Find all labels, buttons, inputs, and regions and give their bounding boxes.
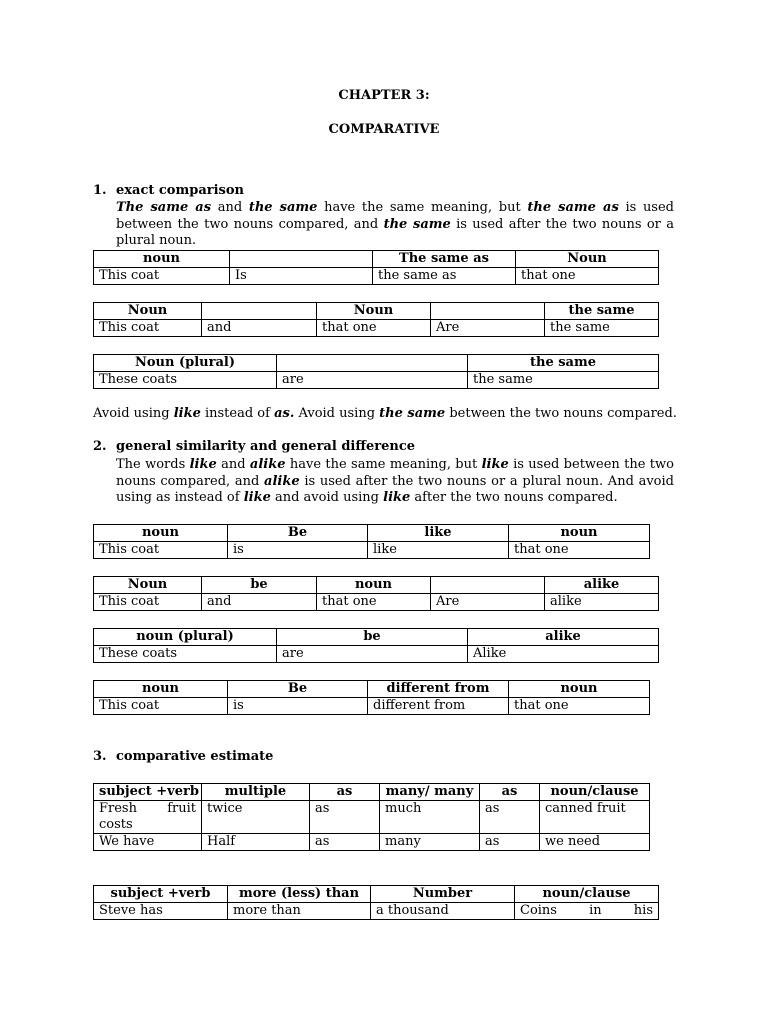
table-cell: that one <box>509 542 650 559</box>
table-9 <box>93 885 659 920</box>
table-header-row <box>94 886 659 903</box>
column-header: be <box>277 629 468 646</box>
table-header-row <box>94 629 659 646</box>
column-header: more (less) than <box>228 886 371 903</box>
column-header: The same as <box>373 251 516 268</box>
emphasis-term: the same <box>379 406 446 421</box>
column-header: noun <box>509 681 650 698</box>
column-header: different from <box>368 681 509 698</box>
column-header: Noun <box>94 577 202 594</box>
page-title: COMPARATIVE <box>328 122 440 137</box>
table-cell: This coat <box>94 594 202 611</box>
column-header: alike <box>468 629 659 646</box>
emphasis-term: like <box>481 457 509 472</box>
table-header-row <box>94 303 659 320</box>
section-2-heading <box>93 439 415 455</box>
section-title: comparative estimate <box>116 749 274 764</box>
table-row <box>94 542 650 559</box>
text-run <box>250 457 286 472</box>
table-header-row <box>94 681 650 698</box>
text-run <box>379 406 445 421</box>
table-4 <box>93 524 650 559</box>
text-run: between the two nouns compared. <box>445 406 677 421</box>
column-header <box>431 577 545 594</box>
text-run <box>249 200 318 215</box>
section-title: exact comparison <box>116 183 244 198</box>
table-cell: that one <box>317 594 431 611</box>
table-cell: as <box>480 834 540 851</box>
text-run <box>527 200 618 215</box>
column-header: noun (plural) <box>94 629 277 646</box>
emphasis-term: like <box>243 490 271 505</box>
column-header <box>202 303 317 320</box>
column-header: Number <box>371 886 515 903</box>
emphasis-term: alike <box>249 457 286 472</box>
table-row <box>94 372 659 389</box>
table-row <box>94 801 650 834</box>
column-header: noun/clause <box>540 784 650 801</box>
table-cell: Half <box>202 834 310 851</box>
table-cell: and <box>202 594 317 611</box>
table-cell: These coats <box>94 646 277 663</box>
text-run <box>264 474 300 489</box>
table-cell: alike <box>545 594 659 611</box>
column-header: subject +verb <box>94 784 202 801</box>
section-2-paragraph <box>116 457 674 507</box>
text-run: and avoid using <box>270 490 384 505</box>
section-number: 2. <box>93 439 107 454</box>
table-cell: like <box>368 542 509 559</box>
emphasis-term: The same as <box>116 200 212 215</box>
emphasis-term: as. <box>274 406 295 421</box>
text-run: is used between the two nouns compared, and <box>116 457 674 489</box>
table-cell: we need <box>540 834 650 851</box>
table-cell: is <box>228 698 368 715</box>
table-cell: Alike <box>468 646 659 663</box>
table-cell: and <box>202 320 317 337</box>
emphasis-term: alike <box>264 473 300 489</box>
table-cell: This coat <box>94 268 230 285</box>
emphasis-term: the same as <box>527 200 619 215</box>
column-header <box>277 355 468 372</box>
table-cell: This coat <box>94 698 228 715</box>
table-row <box>94 320 659 337</box>
column-header: as <box>480 784 540 801</box>
chapter-label: CHAPTER 3: <box>338 88 430 103</box>
text-run <box>482 457 509 472</box>
table-row <box>94 903 659 920</box>
table-row <box>94 698 650 715</box>
table-cell: the same <box>545 320 659 337</box>
table-cell: that one <box>516 268 659 285</box>
section-number: 1. <box>93 183 107 198</box>
text-run <box>116 200 211 215</box>
section-number: 3. <box>93 749 107 764</box>
emphasis-term: the same <box>248 200 318 215</box>
section-1-heading <box>93 183 244 199</box>
table-cell: We have <box>94 834 202 851</box>
table-6 <box>93 628 659 663</box>
table-cell: Steve has <box>94 903 228 920</box>
usage-note <box>93 406 677 422</box>
column-header: the same <box>468 355 659 372</box>
table-cell: the same <box>468 372 659 389</box>
table-cell: much <box>380 801 480 834</box>
column-header: like <box>368 525 509 542</box>
table-row <box>94 646 659 663</box>
table-cell: Are <box>431 594 545 611</box>
table-2 <box>93 302 659 337</box>
table-cell: These coats <box>94 372 277 389</box>
table-cell: This coat <box>94 320 202 337</box>
column-header <box>230 251 373 268</box>
column-header: noun <box>509 525 650 542</box>
emphasis-term: like <box>383 490 411 505</box>
column-header: Be <box>228 525 368 542</box>
emphasis-term: like <box>173 406 201 421</box>
text-run: after the two nouns compared. <box>410 490 618 505</box>
column-header <box>431 303 545 320</box>
text-run: is used after the two nouns or a plural noun. <box>116 216 674 248</box>
table-1 <box>93 250 659 285</box>
table-header-row <box>94 525 650 542</box>
column-header: noun/clause <box>515 886 659 903</box>
table-cell: as <box>310 801 380 834</box>
table-cell: are <box>277 646 468 663</box>
table-header-row <box>94 355 659 372</box>
column-header: noun <box>94 525 228 542</box>
table-7 <box>93 680 650 715</box>
column-header: the same <box>545 303 659 320</box>
column-header: many/ many <box>380 784 480 801</box>
text-run: is used between the two nouns compared, and <box>116 200 674 232</box>
text-run <box>190 457 217 472</box>
table-cell: Is <box>230 268 373 285</box>
table-cell: Fresh fruit costs <box>94 801 202 834</box>
table-cell: the same as <box>373 268 516 285</box>
table-cell: Are <box>431 320 545 337</box>
text-run <box>274 406 294 421</box>
table-cell: canned fruit <box>540 801 650 834</box>
text-run <box>384 217 451 232</box>
text-run <box>383 490 410 505</box>
table-row <box>94 834 650 851</box>
table-header-row <box>94 251 659 268</box>
table-cell: many <box>380 834 480 851</box>
column-header: Noun <box>94 303 202 320</box>
text-run: The words <box>116 457 190 472</box>
text-run: and <box>211 200 249 215</box>
column-header: Be <box>228 681 368 698</box>
table-header-row <box>94 784 650 801</box>
table-5 <box>93 576 659 611</box>
column-header: as <box>310 784 380 801</box>
text-run <box>244 490 271 505</box>
emphasis-term: the same <box>383 216 451 232</box>
column-header: alike <box>545 577 659 594</box>
column-header: Noun <box>317 303 431 320</box>
table-cell: different from <box>368 698 509 715</box>
table-cell: are <box>277 372 468 389</box>
column-header: be <box>202 577 317 594</box>
table-cell: is <box>228 542 368 559</box>
text-run: have the same meaning, but <box>285 457 482 472</box>
column-header: multiple <box>202 784 310 801</box>
text-run: Avoid using <box>93 406 174 421</box>
column-header: subject +verb <box>94 886 228 903</box>
table-cell: that one <box>509 698 650 715</box>
table-row <box>94 594 659 611</box>
table-cell: more than <box>228 903 371 920</box>
table-cell: Coins in his <box>515 903 659 920</box>
text-run <box>174 406 201 421</box>
table-header-row <box>94 577 659 594</box>
text-run: have the same meaning, but <box>317 200 528 215</box>
column-header: Noun (plural) <box>94 355 277 372</box>
text-run: Avoid using <box>294 406 380 421</box>
table-cell: that one <box>317 320 431 337</box>
text-run: instead of <box>200 406 275 421</box>
table-cell: as <box>480 801 540 834</box>
column-header: noun <box>94 681 228 698</box>
text-run: is used after the two nouns or a plural noun. And avoid using as instead of <box>116 473 674 505</box>
section-3-heading <box>93 749 273 765</box>
column-header: noun <box>317 577 431 594</box>
table-cell: twice <box>202 801 310 834</box>
column-header: noun <box>94 251 230 268</box>
table-row <box>94 268 659 285</box>
table-3 <box>93 354 659 389</box>
section-title: general similarity and general difference <box>116 439 416 454</box>
text-run: and <box>216 457 250 472</box>
table-cell: as <box>310 834 380 851</box>
table-cell: This coat <box>94 542 228 559</box>
column-header: Noun <box>516 251 659 268</box>
table-cell: a thousand <box>371 903 515 920</box>
emphasis-term: like <box>189 457 217 472</box>
section-1-paragraph <box>116 200 674 250</box>
table-8 <box>93 783 650 851</box>
